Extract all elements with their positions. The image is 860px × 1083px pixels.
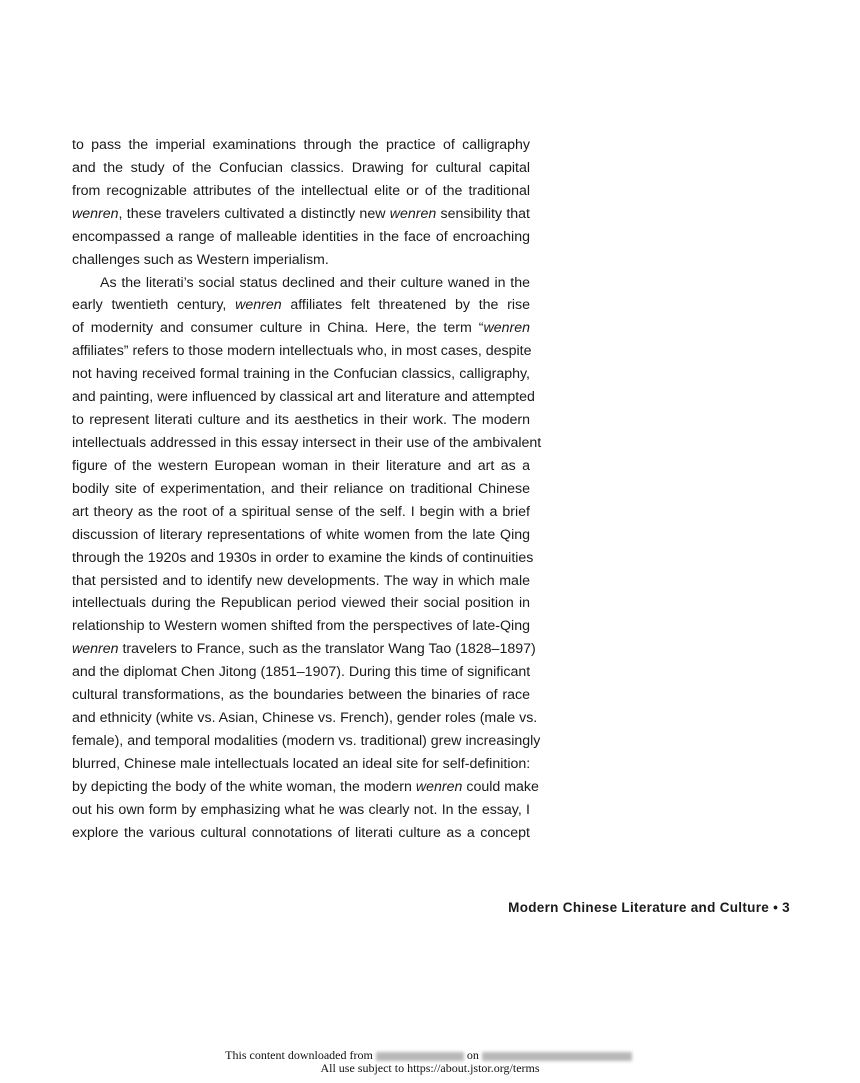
- text-line: figure of the western European woman in their literature and art as a: [72, 457, 530, 474]
- italic-term: wenren: [415, 778, 463, 795]
- text-line: wenren travelers to France, such as the translator Wang Tao (1828–1897): [72, 641, 536, 658]
- italic-term: wenren: [483, 320, 530, 337]
- text-line: and ethnicity (white vs. Asian, Chinese vs. French), gender roles (male vs.: [72, 710, 538, 727]
- redacted-ip: [376, 1052, 464, 1061]
- redacted-date: [482, 1052, 632, 1061]
- text-line: wenren, these travelers cultivated a distinctly new wenren sensibility that: [72, 205, 530, 222]
- jstor-notice: [0, 1049, 860, 1075]
- text-line: by depicting the body of the white woman, the modern wenren could make: [72, 778, 539, 795]
- text-line: out his own form by emphasizing what he was clearly not. In the essay, I: [72, 801, 530, 818]
- text-line: As the literati’s social status declined and their culture waned in the: [100, 274, 530, 291]
- text-line: to pass the imperial examinations through the practice of calligraphy: [72, 137, 530, 153]
- text-line: that persisted and to identify new developments. The way in which male: [72, 572, 530, 589]
- body-text: [72, 134, 542, 845]
- italic-term: wenren: [72, 641, 119, 658]
- paragraph: [72, 272, 542, 845]
- text-line: to represent literati culture and its aesthetics in their work. The modern: [72, 412, 530, 429]
- text-line: female), and temporal modalities (modern vs. traditional) grew increasingly: [72, 732, 541, 749]
- italic-term: wenren: [389, 205, 437, 222]
- text-line: intellectuals addressed in this essay intersect in their use of the ambivalent: [72, 434, 542, 451]
- download-prefix: This content downloaded from: [225, 1048, 373, 1062]
- italic-term: wenren: [72, 205, 119, 222]
- text-line: and the study of the Confucian classics. Drawing for cultural capital: [72, 159, 530, 176]
- text-line: bodily site of experimentation, and their reliance on traditional Chinese: [72, 480, 530, 497]
- text-line: of modernity and consumer culture in China. Here, the term “wenren: [72, 320, 530, 337]
- text-line: from recognizable attributes of the intellectual elite or of the traditional: [72, 182, 530, 199]
- text-line: challenges such as Western imperialism.: [72, 251, 329, 268]
- text-line: relationship to Western women shifted from the perspectives of late-Qing: [72, 618, 530, 635]
- text-line: explore the various cultural connotations of literati culture as a concept: [72, 824, 530, 841]
- text-line: encompassed a range of malleable identities in the face of encroaching: [72, 228, 530, 245]
- paragraph: [72, 134, 530, 272]
- text-line: art theory as the root of a spiritual sense of the self. I begin with a brief: [72, 503, 530, 520]
- download-on: on: [466, 1048, 479, 1062]
- text-line: and the diplomat Chen Jitong (1851–1907). During this time of significant: [72, 664, 531, 681]
- text-line: not having received formal training in the Confucian classics, calligraphy,: [72, 366, 530, 383]
- jstor-download-line: [0, 1049, 860, 1062]
- text-line: intellectuals during the Republican period viewed their social position in: [72, 595, 530, 612]
- text-line: early twentieth century, wenren affiliates felt threatened by the rise: [72, 297, 530, 314]
- running-footer: Modern Chinese Literature and Culture • 3: [508, 900, 790, 915]
- text-line: blurred, Chinese male intellectuals located an ideal site for self-definition:: [72, 755, 531, 772]
- text-line: affiliates” refers to those modern intellectuals who, in most cases, despite: [72, 343, 532, 360]
- text-line: cultural transformations, as the boundaries between the binaries of race: [72, 687, 530, 704]
- text-line: and painting, were influenced by classical art and literature and attempted: [72, 389, 535, 406]
- text-line: discussion of literary representations of white women from the late Qing: [72, 526, 530, 543]
- jstor-terms-line: All use subject to https://about.jstor.org/terms: [320, 1061, 540, 1075]
- italic-term: wenren: [235, 297, 282, 314]
- text-line: through the 1920s and 1930s in order to examine the kinds of continuities: [72, 549, 534, 566]
